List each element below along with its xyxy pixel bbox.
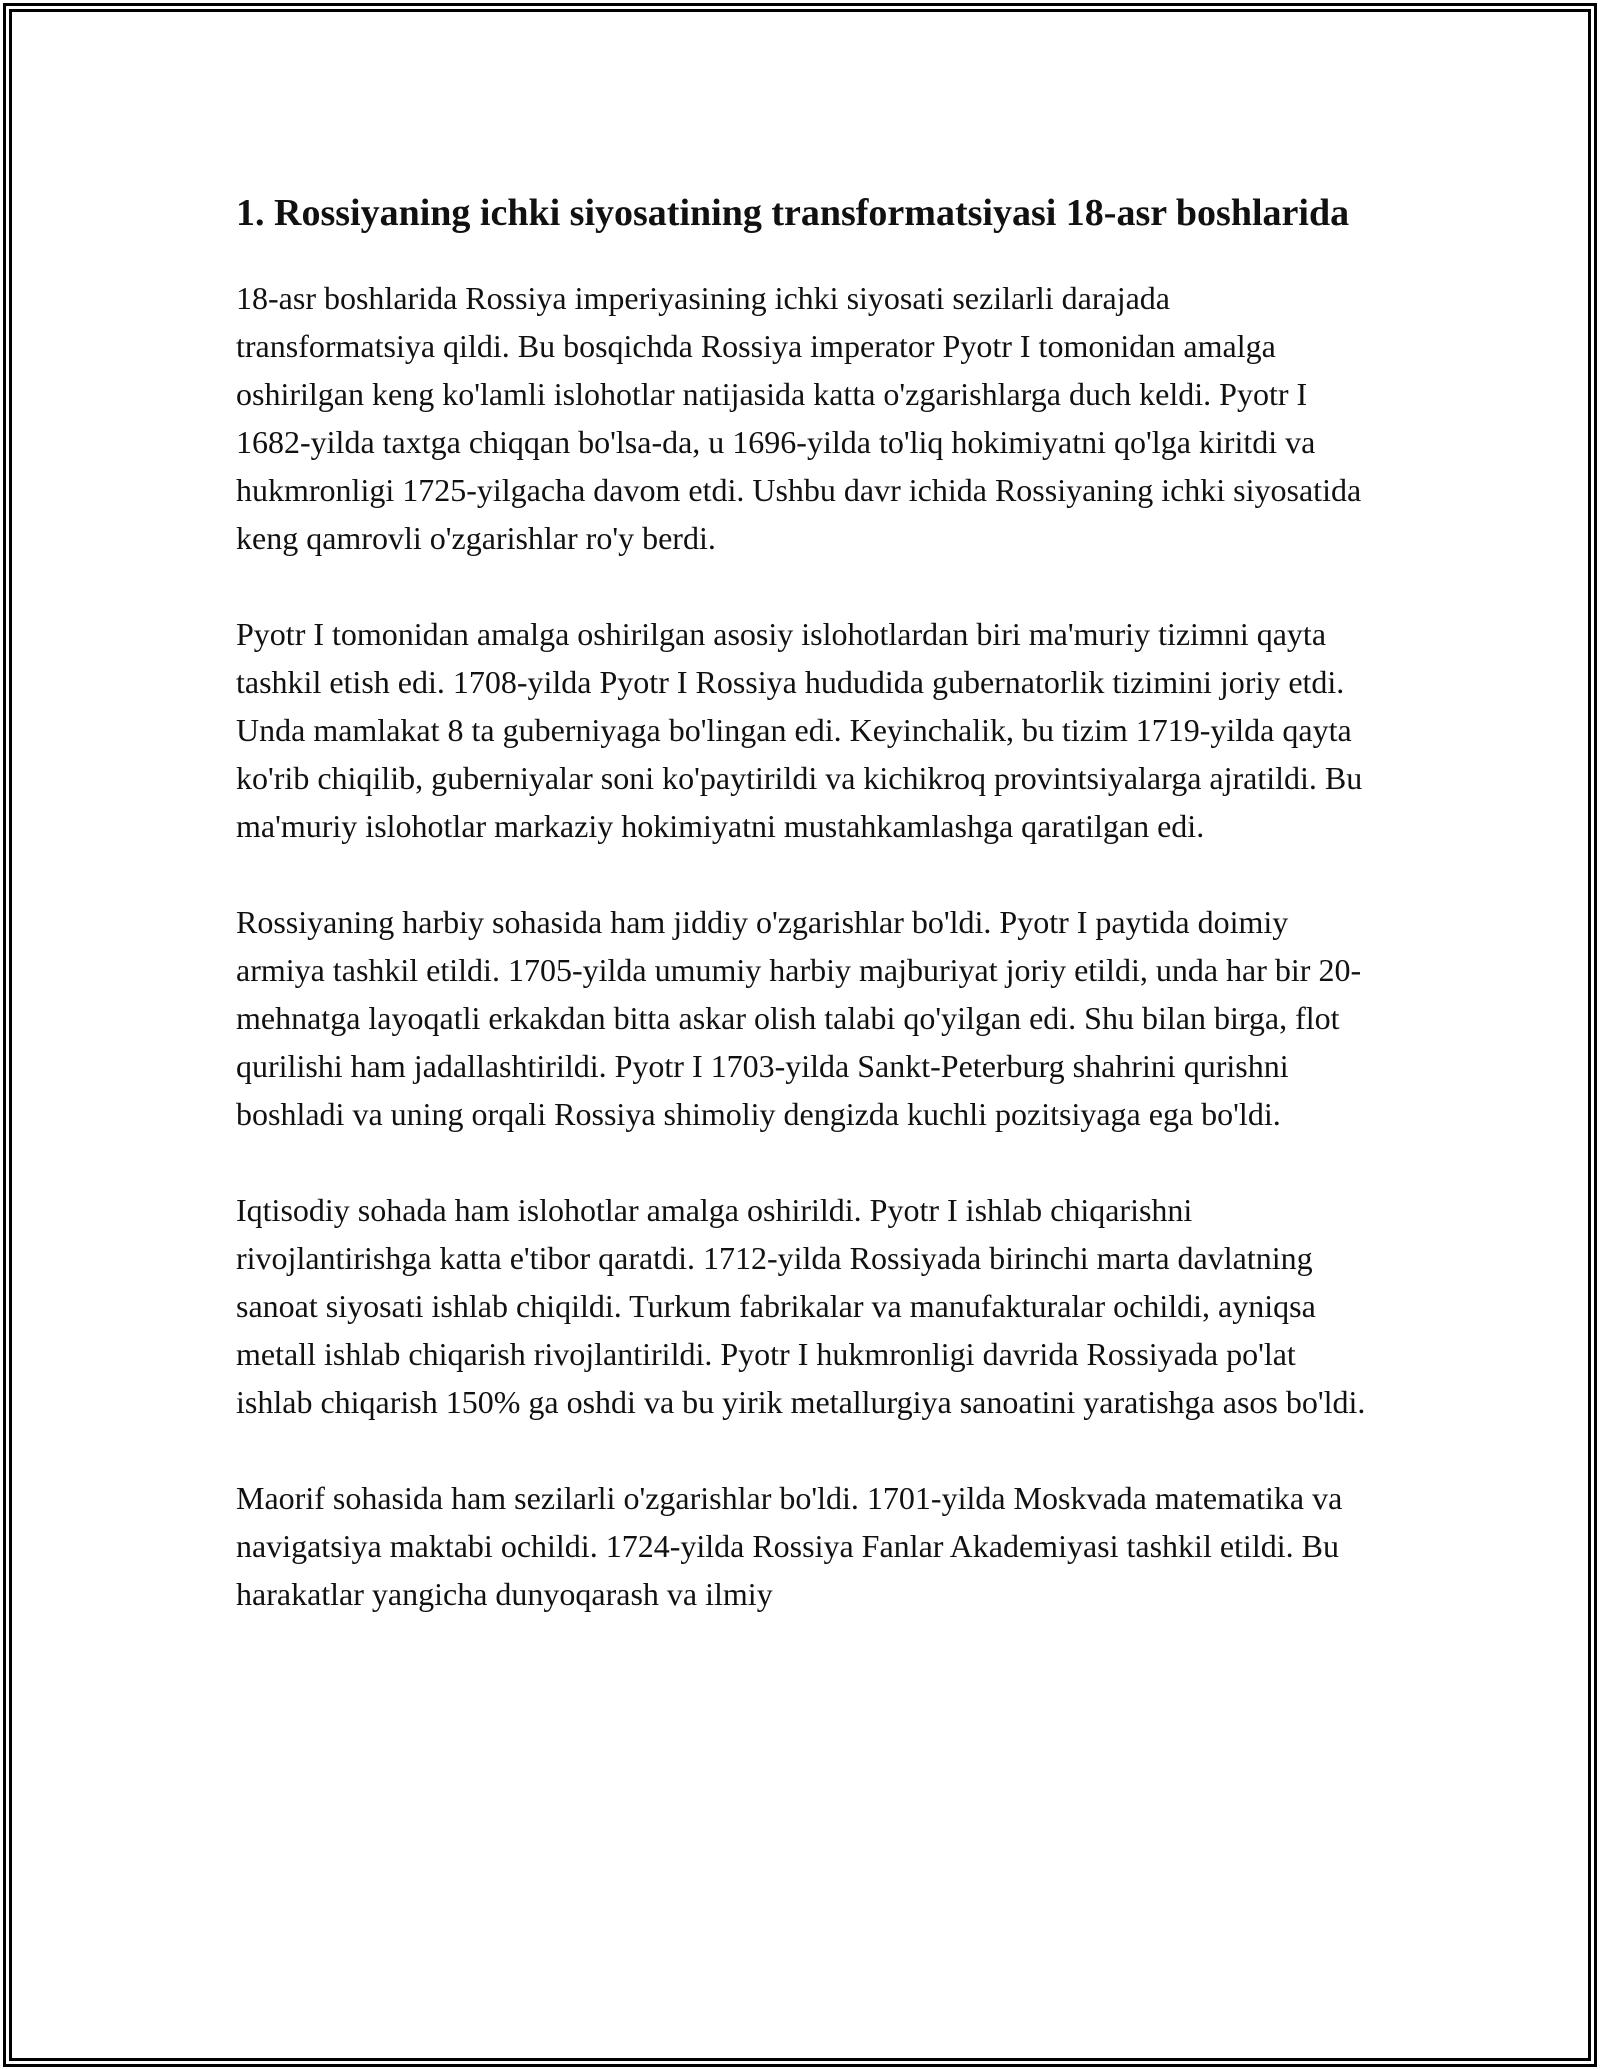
paragraph-1: 18-asr boshlarida Rossiya imperiyasining ichki siyosati sezilarli darajada transformatsiya qildi. Bu bosqichda Rossiya imperator Pyotr I tomonidan amalga oshirilgan keng ko'lamli islohotlar natijasida katta o'zgarishlarga duch keldi. Pyotr I 1682-yilda taxtga chiqqan bo'lsa-da, u 1696-yilda to'liq hokimiyatni qo'lga kiritdi va hukmronligi 1725-yilgacha davom etdi. Ushbu davr ichida Rossiyaning ichki siyosatida keng qamrovli o'zgarishlar ro'y berdi.	[236, 280, 1362, 556]
paragraph-5: Maorif sohasida ham sezilarli o'zgarishlar bo'ldi. 1701-yilda Moskvada matematika va navigatsiya maktabi ochildi. 1724-yilda Rossiya Fanlar Akademiyasi tashkil etildi. Bu harakatlar yangicha dunyoqarash va ilmiy	[236, 1480, 1343, 1612]
paragraph-3: Rossiyaning harbiy sohasida ham jiddiy o'zgarishlar bo'ldi. Pyotr I paytida doimiy armiya tashkil etildi. 1705-yilda umumiy harbiy majburiyat joriy etildi, unda har bir 20-mehnatga layoqatli erkakdan bitta askar olish talabi qo'yilgan edi. Shu bilan birga, flot qurilishi ham jadallashtirildi. Pyotr I 1703-yilda Sankt-Peterburg shahrini qurishni boshladi va uning orqali Rossiya shimoliy dengizda kuchli pozitsiyaga ega bo'ldi.	[236, 904, 1362, 1132]
paragraph-2: Pyotr I tomonidan amalga oshirilgan asosiy islohotlardan biri ma'muriy tizimni qayta tashkil etish edi. 1708-yilda Pyotr I Rossiya hududida gubernatorlik tizimini joriy etdi. Unda mamlakat 8 ta guberniyaga bo'lingan edi. Keyinchalik, bu tizim 1719-yilda qayta ko'rib chiqilib, guberniyalar soni ko'paytirildi va kichikroq provintsiyalarga ajratildi. Bu ma'muriy islohotlar markaziy hokimiyatni mustahkamlashga qaratilgan edi.	[236, 616, 1363, 844]
paragraph-4: Iqtisodiy sohada ham islohotlar amalga oshirildi. Pyotr I ishlab chiqarishni rivojlantirishga katta e'tibor qaratdi. 1712-yilda Rossiyada birinchi marta davlatning sanoat siyosati ishlab chiqildi. Turkum fabrikalar va manufakturalar ochildi, ayniqsa metall ishlab chiqarish rivojlantirildi. Pyotr I hukmronligi davrida Rossiyada po'lat ishlab chiqarish 150% ga oshdi va bu yirik metallurgiya sanoatini yaratishga asos bo'ldi.	[236, 1192, 1366, 1420]
section-title: 1. Rossiyaning ichki siyosatining transformatsiyasi 18-asr boshlarida	[236, 192, 1350, 234]
document-body	[236, 186, 1366, 1666]
